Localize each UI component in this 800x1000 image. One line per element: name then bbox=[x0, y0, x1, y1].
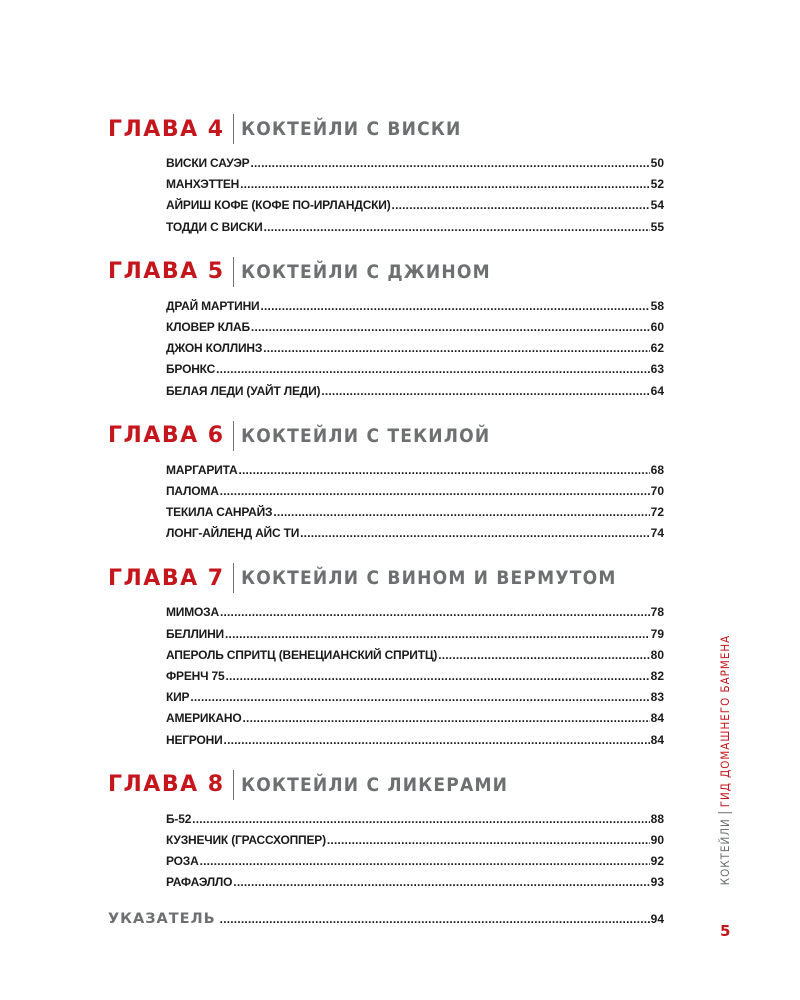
entry-page-number: 64 bbox=[650, 383, 664, 398]
dot-leader bbox=[225, 669, 649, 683]
chapter-number: ГЛАВА 8 bbox=[108, 772, 225, 798]
entry-title: АМЕРИКАНО bbox=[166, 711, 242, 726]
dot-leader bbox=[240, 177, 650, 191]
toc-entry[interactable] bbox=[166, 320, 664, 341]
entry-page-number: 80 bbox=[650, 647, 664, 662]
index-page-number: 94 bbox=[650, 911, 664, 926]
toc-entry[interactable] bbox=[166, 875, 664, 896]
chapter-heading[interactable] bbox=[108, 561, 664, 595]
entry-title: КУЗНЕЧИК (ГРАССХОППЕР) bbox=[166, 832, 326, 847]
chapter-number: ГЛАВА 5 bbox=[108, 259, 225, 285]
chapter-number: ГЛАВА 4 bbox=[108, 116, 225, 142]
dot-leader bbox=[321, 384, 649, 398]
entry-title: БРОНКС bbox=[166, 362, 216, 377]
chapter-heading[interactable] bbox=[108, 112, 664, 146]
toc-entry[interactable] bbox=[166, 690, 664, 711]
toc-entry[interactable] bbox=[166, 384, 664, 405]
entry-list bbox=[166, 463, 664, 548]
entry-page-number: 63 bbox=[650, 362, 664, 377]
chapter-divider bbox=[233, 770, 235, 800]
entry-title: НЕГРОНИ bbox=[166, 732, 223, 747]
dot-leader bbox=[224, 733, 650, 747]
entry-title: КЛОВЕР КЛАБ bbox=[166, 319, 250, 334]
entry-title: МИМОЗА bbox=[166, 605, 219, 620]
entry-list bbox=[166, 605, 664, 753]
entry-title: МАНХЭТТЕН bbox=[166, 177, 240, 192]
toc-entry[interactable] bbox=[166, 711, 664, 732]
dot-leader bbox=[300, 526, 650, 540]
dot-leader bbox=[220, 605, 650, 619]
chapter-divider bbox=[233, 563, 235, 593]
dot-leader bbox=[233, 875, 649, 889]
dot-leader bbox=[327, 833, 650, 847]
dot-leader bbox=[190, 690, 649, 704]
entry-title: ДРАЙ МАРТИНИ bbox=[166, 298, 260, 313]
book-subtitle: ГИД ДОМАШНЕГО БАРМЕНА bbox=[718, 634, 732, 808]
toc-entry[interactable] bbox=[166, 341, 664, 362]
dot-leader bbox=[260, 299, 649, 313]
chapter-section bbox=[108, 255, 664, 405]
entry-page-number: 83 bbox=[650, 690, 664, 705]
dot-leader bbox=[200, 854, 650, 868]
entry-page-number: 58 bbox=[650, 298, 664, 313]
table-of-contents bbox=[108, 112, 664, 927]
entry-page-number: 74 bbox=[650, 526, 664, 541]
index-label: УКАЗАТЕЛЬ bbox=[108, 910, 216, 927]
toc-entry[interactable] bbox=[166, 299, 664, 320]
chapter-title: КОКТЕЙЛИ С ТЕКИЛОЙ bbox=[241, 424, 491, 447]
dot-leader bbox=[263, 341, 649, 355]
entry-page-number: 92 bbox=[650, 854, 664, 869]
entry-page-number: 50 bbox=[650, 156, 664, 170]
entry-title: ТОДДИ С ВИСКИ bbox=[166, 219, 263, 234]
entry-page-number: 84 bbox=[650, 711, 664, 726]
entry-page-number: 72 bbox=[650, 505, 664, 520]
entry-title: ЛОНГ-АЙЛЕНД АЙС ТИ bbox=[166, 526, 300, 541]
toc-entry[interactable] bbox=[166, 526, 664, 547]
entry-title: ВИСКИ САУЭР bbox=[166, 156, 250, 170]
toc-entry[interactable] bbox=[166, 605, 664, 626]
entry-list bbox=[166, 299, 664, 405]
dot-leader bbox=[250, 156, 649, 170]
chapter-section bbox=[108, 561, 664, 753]
entry-title: ДЖОН КОЛЛИНЗ bbox=[166, 341, 263, 356]
entry-title: КИР bbox=[166, 690, 190, 705]
chapter-divider bbox=[233, 114, 235, 144]
toc-entry[interactable] bbox=[166, 648, 664, 669]
entry-title: Б-52 bbox=[166, 811, 192, 826]
entry-page-number: 79 bbox=[650, 626, 664, 641]
entry-title: БЕЛЛИНИ bbox=[166, 626, 224, 641]
chapter-title: КОКТЕЙЛИ С ВИНОМ И ВЕРМУТОМ bbox=[241, 567, 617, 590]
dot-leader bbox=[273, 505, 649, 519]
toc-entry[interactable] bbox=[166, 177, 664, 198]
dot-leader bbox=[438, 648, 649, 662]
chapter-divider bbox=[233, 421, 235, 451]
dot-leader bbox=[220, 484, 650, 498]
entry-page-number: 84 bbox=[650, 732, 664, 747]
toc-entry[interactable] bbox=[166, 733, 664, 754]
entry-page-number: 82 bbox=[650, 669, 664, 683]
entry-page-number: 62 bbox=[650, 341, 664, 356]
dot-leader bbox=[251, 320, 650, 334]
entry-list bbox=[166, 812, 664, 897]
entry-page-number: 52 bbox=[650, 177, 664, 192]
chapter-heading[interactable] bbox=[108, 255, 664, 289]
toc-entry[interactable] bbox=[166, 362, 664, 383]
header-divider bbox=[718, 812, 732, 813]
chapter-section bbox=[108, 419, 664, 548]
entry-title: ФРЕНЧ 75 bbox=[166, 669, 225, 683]
entry-page-number: 68 bbox=[650, 462, 664, 477]
dot-leader bbox=[392, 198, 650, 212]
entry-title: БЕЛАЯ ЛЕДИ (УАЙТ ЛЕДИ) bbox=[166, 383, 321, 398]
chapter-heading[interactable] bbox=[108, 768, 664, 802]
chapter-number: ГЛАВА 7 bbox=[108, 565, 225, 591]
entry-page-number: 60 bbox=[650, 319, 664, 334]
dot-leader bbox=[225, 627, 650, 641]
index-entry[interactable] bbox=[108, 911, 664, 927]
entry-title: ТЕКИЛА САНРАЙЗ bbox=[166, 505, 273, 520]
toc-entry[interactable] bbox=[166, 854, 664, 875]
running-header bbox=[705, 634, 745, 886]
toc-entry[interactable] bbox=[166, 156, 664, 177]
entry-list bbox=[166, 156, 664, 241]
chapter-section bbox=[108, 112, 664, 241]
entry-page-number: 93 bbox=[650, 875, 664, 890]
entry-page-number: 54 bbox=[650, 198, 664, 213]
chapter-divider bbox=[233, 257, 235, 287]
entry-title: ПАЛОМА bbox=[166, 483, 219, 498]
entry-page-number: 70 bbox=[650, 483, 664, 498]
dot-leader bbox=[264, 220, 650, 234]
toc-entry[interactable] bbox=[166, 484, 664, 505]
entry-page-number: 90 bbox=[650, 832, 664, 847]
page-number: 5 bbox=[720, 922, 731, 940]
book-title: КОКТЕЙЛИ bbox=[718, 818, 732, 886]
entry-page-number: 55 bbox=[650, 219, 664, 234]
toc-entry[interactable] bbox=[166, 463, 664, 484]
entry-page-number: 88 bbox=[650, 811, 664, 826]
dot-leader bbox=[243, 711, 650, 725]
dot-leader bbox=[216, 362, 650, 376]
dot-leader bbox=[192, 812, 649, 826]
toc-entry[interactable] bbox=[166, 833, 664, 854]
toc-entry[interactable] bbox=[166, 198, 664, 219]
entry-title: АПЕРОЛЬ СПРИТЦ (ВЕНЕЦИАНСКИЙ СПРИТЦ) bbox=[166, 647, 438, 662]
chapter-section bbox=[108, 768, 664, 897]
entry-page-number: 78 bbox=[650, 605, 664, 620]
entry-title: АЙРИШ КОФЕ (КОФЕ ПО-ИРЛАНДСКИ) bbox=[166, 198, 391, 213]
chapter-title: КОКТЕЙЛИ С ВИСКИ bbox=[241, 118, 462, 140]
chapter-list bbox=[108, 112, 664, 897]
entry-title: РОЗА bbox=[166, 854, 199, 869]
toc-entry[interactable] bbox=[166, 669, 664, 690]
toc-entry[interactable] bbox=[166, 505, 664, 526]
toc-entry[interactable] bbox=[166, 220, 664, 241]
chapter-heading[interactable] bbox=[108, 419, 664, 453]
dot-leader bbox=[220, 912, 650, 926]
entry-title: РАФАЭЛЛО bbox=[166, 875, 233, 890]
dot-leader bbox=[238, 463, 649, 477]
toc-entry[interactable] bbox=[166, 812, 664, 833]
chapter-title: КОКТЕЙЛИ С ДЖИНОМ bbox=[241, 260, 491, 283]
entry-title: МАРГАРИТА bbox=[166, 462, 238, 477]
chapter-number: ГЛАВА 6 bbox=[108, 423, 225, 449]
chapter-title: КОКТЕЙЛИ С ЛИКЕРАМИ bbox=[241, 773, 509, 796]
toc-entry[interactable] bbox=[166, 627, 664, 648]
